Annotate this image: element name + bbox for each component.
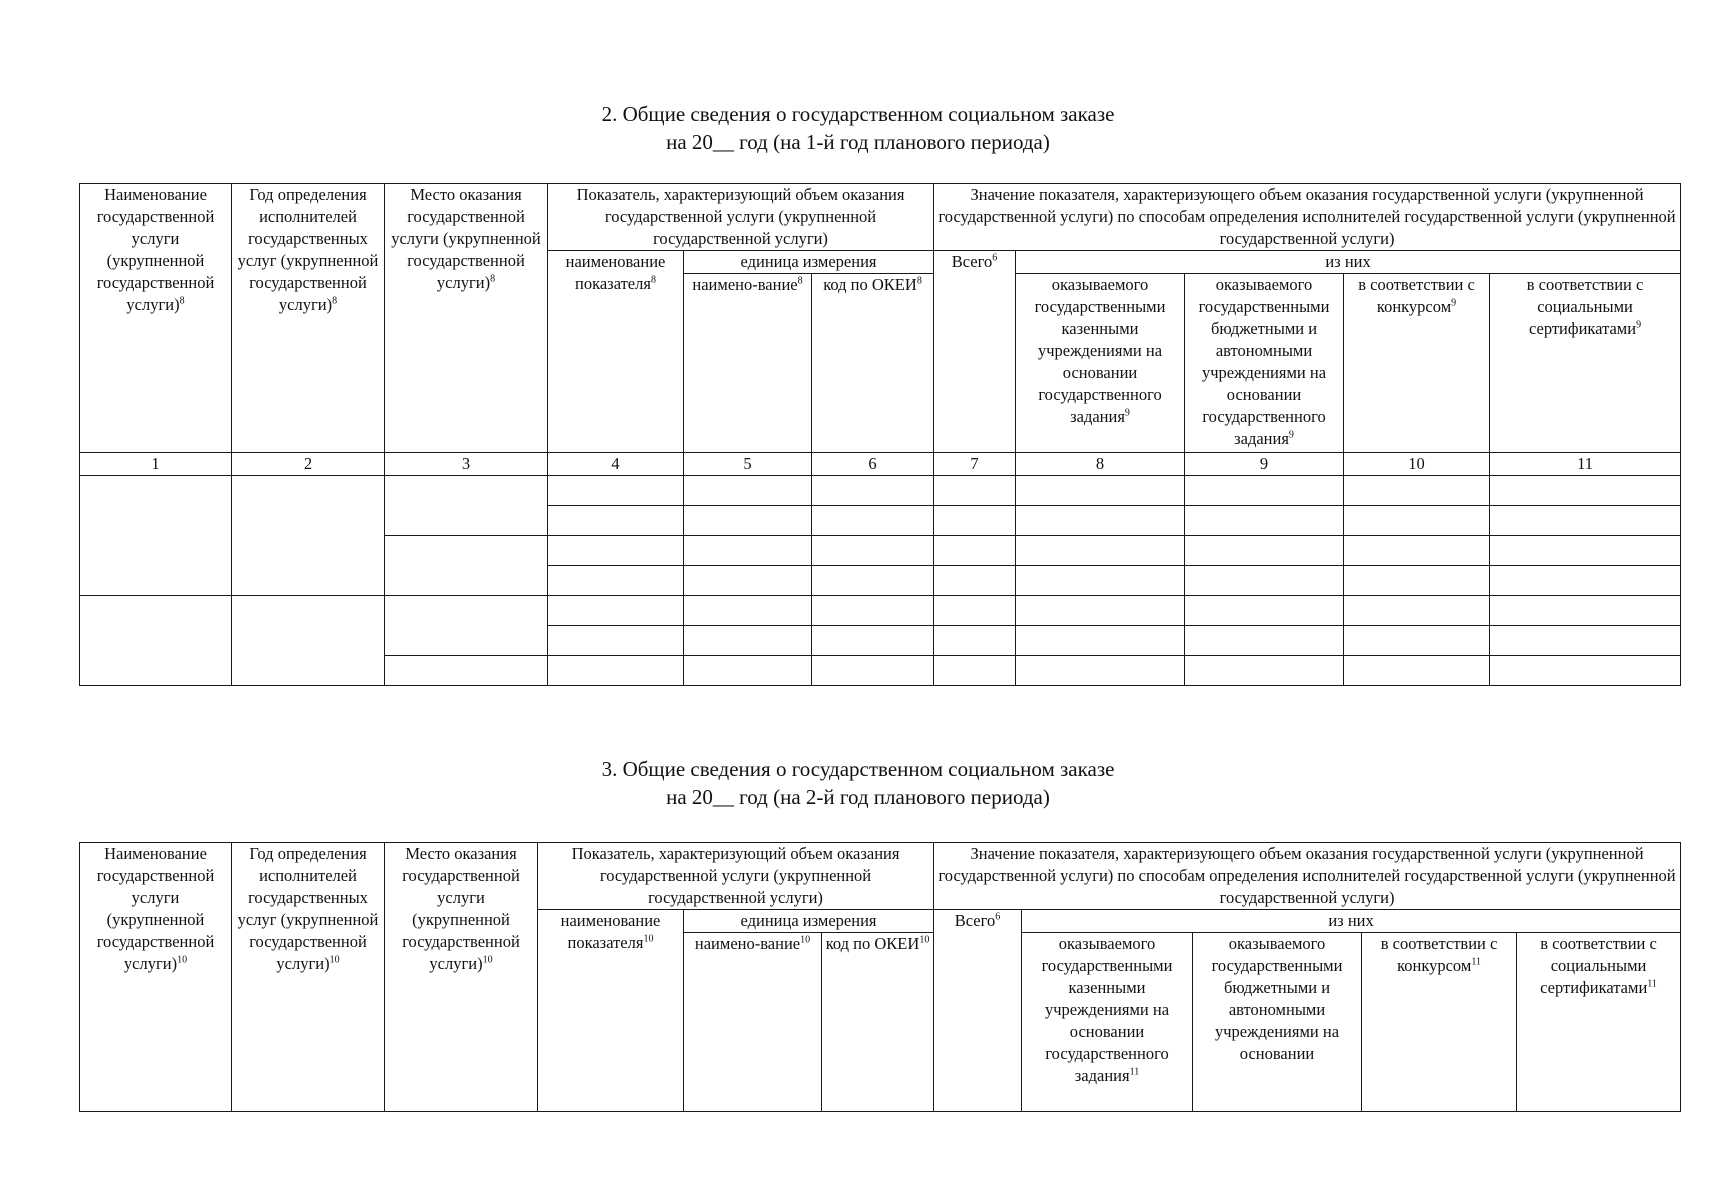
data-cell[interactable] [1490, 536, 1681, 566]
section-3-heading [0, 755, 1716, 811]
data-cell[interactable] [1016, 566, 1185, 596]
data-row [80, 596, 1681, 626]
section-2-title-line1: 2. Общие сведения о государственном социальном заказе [601, 102, 1115, 126]
year-cell[interactable] [232, 596, 385, 686]
header-certificates: в соответствии с социальными сертификатами$^{11}$ [1517, 933, 1681, 1112]
header-budget-institutions: оказываемого государственными бюджетными и автономными учреждениями на основании государственного задания$^9$ [1185, 274, 1344, 453]
column-number: 11 [1490, 453, 1681, 476]
header-value-group: Значение показателя, характеризующего объем оказания государственной услуги (укрупненной государственной услуги) по способам определения исполнителей государственной услуги (укрупненной государственной услуги) [934, 184, 1681, 251]
header-indicator-name: наименование показателя$^8$ [548, 251, 684, 453]
column-number: 9 [1185, 453, 1344, 476]
place-cell[interactable] [385, 476, 548, 536]
data-cell[interactable] [684, 536, 812, 566]
header-state-institutions: оказываемого государственными казенными учреждениями на основании государственного задания$^{11}$ [1022, 933, 1193, 1112]
header-indicator-name: наименование показателя$^{10}$ [538, 910, 684, 1112]
section-3-title-line1: 3. Общие сведения о государственном социальном заказе [601, 757, 1115, 781]
section-2-table [79, 183, 1681, 686]
data-cell[interactable] [1185, 626, 1344, 656]
data-cell[interactable] [934, 626, 1016, 656]
header-unit-group: единица измерения [684, 910, 934, 933]
data-cell[interactable] [548, 476, 684, 506]
column-number-row [80, 453, 1681, 476]
header-okei-code: код по ОКЕИ$^8$ [812, 274, 934, 453]
data-cell[interactable] [1344, 476, 1490, 506]
data-cell[interactable] [812, 476, 934, 506]
data-cell[interactable] [548, 656, 684, 686]
header-certificates: в соответствии с социальными сертификатами$^9$ [1490, 274, 1681, 453]
data-cell[interactable] [1016, 596, 1185, 626]
header-unit-name: наимено-вание$^8$ [684, 274, 812, 453]
header-place: Место оказания государственной услуги (укрупненной государственной услуги)$^8$ [385, 184, 548, 453]
header-of-them: из них [1022, 910, 1681, 933]
data-cell[interactable] [812, 656, 934, 686]
section-3-title-line2: на 20__ год (на 2-й год планового периода) [666, 785, 1050, 809]
header-competition: в соответствии с конкурсом$^9$ [1344, 274, 1490, 453]
service-name-cell[interactable] [80, 476, 232, 596]
data-cell[interactable] [1344, 656, 1490, 686]
header-service-name: Наименование государственной услуги (укрупненной государственной услуги)$^{10}$ [80, 843, 232, 1112]
data-cell[interactable] [1185, 596, 1344, 626]
data-cell[interactable] [548, 506, 684, 536]
data-cell[interactable] [812, 566, 934, 596]
place-cell[interactable] [385, 536, 548, 596]
data-cell[interactable] [1016, 536, 1185, 566]
data-cell[interactable] [1344, 536, 1490, 566]
year-cell[interactable] [232, 476, 385, 596]
data-cell[interactable] [1344, 626, 1490, 656]
data-cell[interactable] [1490, 506, 1681, 536]
header-competition: в соответствии с конкурсом$^{11}$ [1362, 933, 1517, 1112]
data-cell[interactable] [812, 596, 934, 626]
data-cell[interactable] [934, 596, 1016, 626]
column-number: 6 [812, 453, 934, 476]
header-okei-code: код по ОКЕИ$^{10}$ [822, 933, 934, 1112]
section-3-table [79, 842, 1681, 1112]
service-name-cell[interactable] [80, 596, 232, 686]
data-cell[interactable] [934, 536, 1016, 566]
data-cell[interactable] [934, 656, 1016, 686]
data-cell[interactable] [1185, 566, 1344, 596]
data-cell[interactable] [812, 506, 934, 536]
data-cell[interactable] [812, 626, 934, 656]
data-cell[interactable] [548, 566, 684, 596]
section-2-title-line2: на 20__ год (на 1-й год планового периода) [666, 130, 1050, 154]
header-indicator-group: Показатель, характеризующий объем оказания государственной услуги (укрупненной государственной услуги) [538, 843, 934, 910]
column-number: 8 [1016, 453, 1185, 476]
data-cell[interactable] [684, 656, 812, 686]
data-cell[interactable] [684, 476, 812, 506]
data-cell[interactable] [934, 506, 1016, 536]
column-number: 10 [1344, 453, 1490, 476]
data-cell[interactable] [1185, 656, 1344, 686]
header-year: Год определения исполнителей государственных услуг (укрупненной государственной услуги)$^{10}$ [232, 843, 385, 1112]
column-number: 4 [548, 453, 684, 476]
data-cell[interactable] [1016, 506, 1185, 536]
data-cell[interactable] [1185, 536, 1344, 566]
data-cell[interactable] [812, 536, 934, 566]
data-cell[interactable] [1490, 656, 1681, 686]
data-cell[interactable] [548, 596, 684, 626]
data-row [80, 476, 1681, 506]
column-number: 3 [385, 453, 548, 476]
place-cell[interactable] [385, 656, 548, 686]
header-indicator-group: Показатель, характеризующий объем оказания государственной услуги (укрупненной государственной услуги) [548, 184, 934, 251]
place-cell[interactable] [385, 596, 548, 656]
data-cell[interactable] [684, 506, 812, 536]
column-number: 1 [80, 453, 232, 476]
data-cell[interactable] [1185, 476, 1344, 506]
header-place: Место оказания государственной услуги (укрупненной государственной услуги)$^{10}$ [385, 843, 538, 1112]
data-cell[interactable] [934, 566, 1016, 596]
data-cell[interactable] [934, 476, 1016, 506]
header-unit-group: единица измерения [684, 251, 934, 274]
data-cell[interactable] [684, 566, 812, 596]
header-year: Год определения исполнителей государственных услуг (укрупненной государственной услуги)$^8$ [232, 184, 385, 453]
column-number: 7 [934, 453, 1016, 476]
data-cell[interactable] [1344, 596, 1490, 626]
data-cell[interactable] [1185, 506, 1344, 536]
data-cell[interactable] [548, 536, 684, 566]
header-of-them: из них [1016, 251, 1681, 274]
header-service-name: Наименование государственной услуги (укрупненной государственной услуги)$^8$ [80, 184, 232, 453]
header-total: Всего$^6$ [934, 251, 1016, 453]
data-cell[interactable] [1016, 656, 1185, 686]
data-cell[interactable] [1490, 626, 1681, 656]
header-value-group: Значение показателя, характеризующего объем оказания государственной услуги (укрупненной государственной услуги) по способам определения исполнителей государственной услуги (укрупненной государственной услуги) [934, 843, 1681, 910]
header-state-institutions: оказываемого государственными казенными учреждениями на основании государственного задания$^9$ [1016, 274, 1185, 453]
data-cell[interactable] [1490, 476, 1681, 506]
data-cell[interactable] [684, 596, 812, 626]
data-cell[interactable] [1016, 626, 1185, 656]
header-unit-name: наимено-вание$^{10}$ [684, 933, 822, 1112]
data-cell[interactable] [1490, 596, 1681, 626]
data-cell[interactable] [1016, 476, 1185, 506]
data-cell[interactable] [1490, 566, 1681, 596]
data-cell[interactable] [548, 626, 684, 656]
header-budget-institutions: оказываемого государственными бюджетными и автономными учреждениями на основании [1193, 933, 1362, 1112]
column-number: 5 [684, 453, 812, 476]
data-cell[interactable] [684, 626, 812, 656]
data-cell[interactable] [1344, 566, 1490, 596]
data-cell[interactable] [1344, 506, 1490, 536]
header-total: Всего$^6$ [934, 910, 1022, 1112]
column-number: 2 [232, 453, 385, 476]
section-2-heading [0, 100, 1716, 156]
